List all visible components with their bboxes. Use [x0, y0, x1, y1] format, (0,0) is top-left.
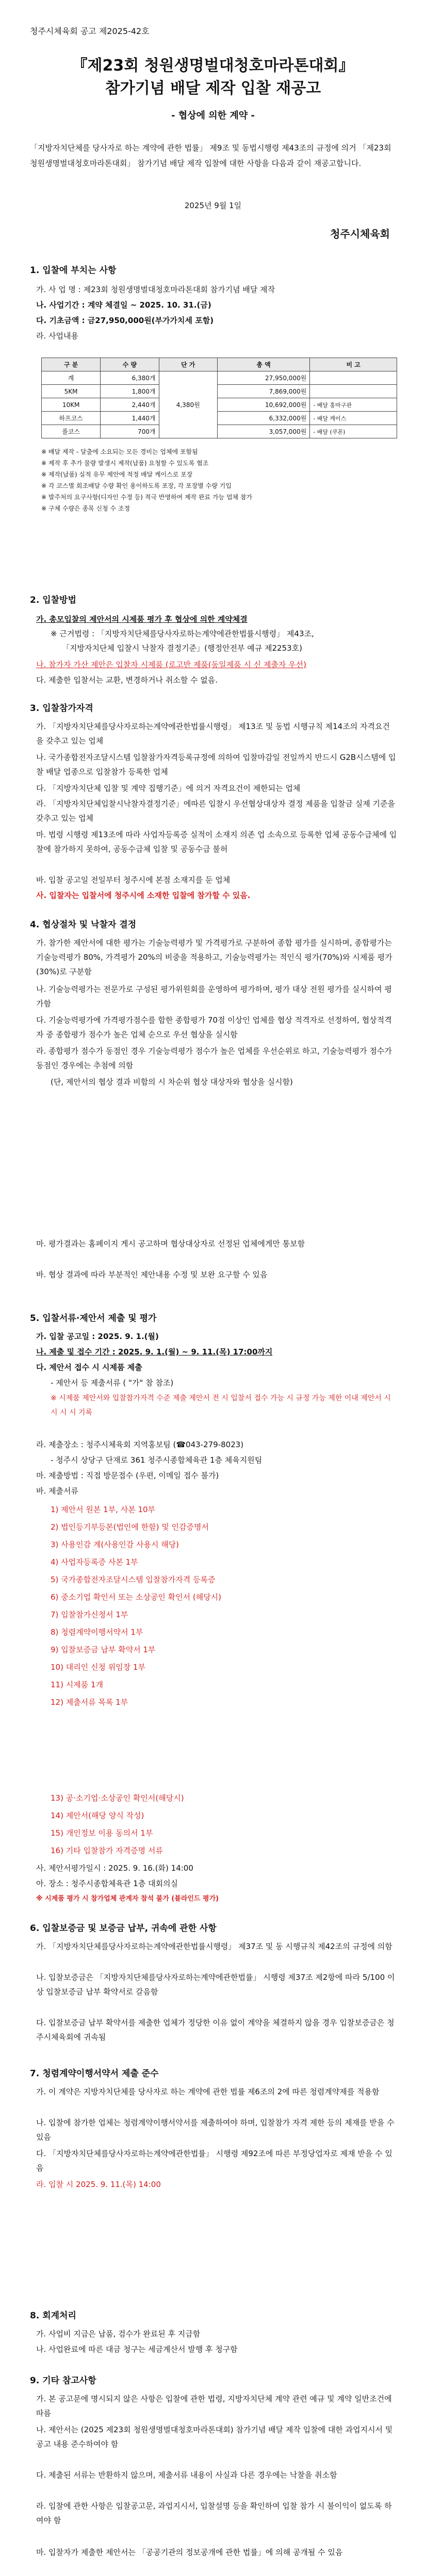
intro-paragraph: 「지방자치단체를 당사자로 하는 계약에 관한 법률」 제9조 및 동법시행령 제43조의 규정에 의거 「제23회 청원생명벌대청호마라톤대회」 참가기념 배달 제작 입찰에 대한 사항을 다음과 같이 재공고합니다. — [30, 143, 391, 168]
submission-item: 2) 법인등기부등본(법인에 한함) 및 인감증명서 — [51, 1522, 209, 1532]
table-row — [42, 425, 397, 438]
s5-line: - 제안서 등 제출서류 ( "가" 참 참조) — [51, 1378, 174, 1387]
product-table — [41, 358, 397, 438]
s9-line: 나. 제안서는 (2025 제23회 청원생명벌대청호마라톤대회) 참가기념 배달 제작 입찰에 대한 과업지시서 및 공고 내용 준수하여야 함 — [36, 2425, 393, 2449]
s5-warning: ※ 시제품 제안서와 입찰참가자격 수준 제출 제안서 전 시 입찰서 접수 가능 시 규정 가능 제한 이내 제안서 시 시 시 시 기록 — [51, 1394, 391, 1417]
submission-item: 12) 제출서류 목록 1부 — [51, 1698, 128, 1707]
s1-item: 나. 사업기간 : 계약 체결일 ~ 2025. 10. 31.(금) — [36, 300, 211, 310]
s7-line: 나. 입찰에 참가한 업체는 청렴계약이행서약서를 제출하여야 하며, 입찰참가 자격 제한 등의 제재를 받을 수 있음 — [36, 2118, 395, 2142]
table-header: 단 가 — [159, 358, 217, 371]
s3-line: 다. 「지방자치단체 입찰 및 계약 집행기준」에 의거 자격요건이 제한되는 업체 — [36, 784, 301, 793]
s1-item: 라. 사업내용 — [36, 331, 78, 341]
submission-item: 14) 제안서(해당 양식 작성) — [51, 1811, 144, 1820]
s5-line: 다. 제안서 접수 시 시제품 제출 — [36, 1363, 142, 1372]
s4-line: 다. 기술능력평가에 가격평가점수를 합한 종합평가 70점 이상인 업체를 협상 적격자로 선정하여, 협상적격자 중 종합평가 점수가 높은 업체 순으로 우선 협상을 실시함 — [36, 1015, 392, 1039]
s5-method: 마. 제출방법 : 직접 방문접수 (우편, 이메일 접수 불가) — [36, 1471, 219, 1480]
table-cell: 1,800개 — [101, 385, 159, 398]
table-cell: 1,440개 — [101, 412, 159, 425]
table-note: ※ 배달 제작 - 달출에 소요되는 모든 경비는 업체에 포함됨 — [41, 448, 198, 455]
section-5-title: 5. 입찰서류·제안서 제출 및 평가 — [30, 1313, 157, 1324]
section-6-title: 6. 입찰보증금 및 보증금 납부, 귀속에 관한 사항 — [30, 1923, 217, 1934]
table-cell: 3,057,000원 — [217, 425, 309, 438]
s9-line: 마. 입찰자가 제출한 제안서는 「공공기관의 정보공개에 관한 법률」에 의해 공개될 수 있음 — [36, 2548, 343, 2557]
table-header-row — [42, 358, 397, 371]
table-cell: 6,332,000원 — [217, 412, 309, 425]
s4-line: 가. 참가한 제안서에 대한 평가는 기술능력평가 및 가격평가로 구분하여 종합 평가를 실시하며, 종합평가는 기술능력평가 80%, 가격평가 20%의 비중을 적용하고, 기술능력평가는 적인식 평가(70%)와 시제품 평가(30%)로 구분함 — [36, 938, 392, 976]
submission-item: 7) 입찰참가신청서 1부 — [51, 1610, 128, 1619]
s3-line: 사. 입찰자는 입찰서에 청주시에 소재한 입찰에 참가할 수 있음. — [36, 891, 251, 900]
table-row — [42, 385, 397, 398]
subtitle: - 협상에 의한 계약 - — [171, 110, 255, 121]
s2-line: 「지방자치단체 입찰시 낙찰자 결정기준」(행정안전부 예규 제2253호) — [62, 643, 302, 653]
s8-line: 나. 사업완료에 따른 대금 청구는 세금계산서 발행 후 청구함 — [36, 2345, 238, 2354]
s3-line: 가. 「지방자치단체를당사자로하는계약에관한법률시행령」 제13조 및 동법 시행규칙 제14조의 자격요건을 갖추고 있는 업체 — [36, 722, 390, 745]
table-cell — [310, 371, 397, 385]
s3-line: 라. 「지방자치단체입찰시낙찰자결정기준」에따른 입찰시 우선협상대상자 결정 제품을 입찰금 실제 기준을 갖추고 있는 업체 — [36, 799, 395, 823]
section-1-title: 1. 입찰에 부치는 사항 — [30, 265, 117, 276]
s5-line: 아. 장소 : 청주시종합체육관 1층 대회의실 — [36, 1879, 178, 1888]
table-row — [42, 398, 397, 412]
section-3-title: 3. 입찰참가자격 — [30, 703, 93, 714]
table-row — [42, 371, 397, 385]
s4-line: 라. 종합평가 점수가 동점인 경우 기술능력평가 점수가 높은 업체를 우선순위로 하고, 기술능력평가 점수가 동점인 경우에는 추첨에 의함 — [36, 1046, 392, 1070]
notice-date: 2025년 9월 1일 — [184, 201, 242, 210]
submission-item: 8) 청렴계약이행서약서 1부 — [51, 1628, 143, 1637]
submission-item: 13) 공·소기업·소상공인 확인서(해당시) — [51, 1793, 184, 1803]
table-note: ※ 구체 수량은 종목 신청 수 조정 — [41, 505, 130, 512]
s2-line: ※ 근거법령 : 「지방자치단체를당사자로하는계약에관한법률시행령」 제43조, — [51, 629, 314, 638]
s1-item: 가. 사 업 명 : 제23회 청원생명벌대청호마라톤대회 참가기념 배달 제작 — [36, 285, 275, 294]
s5-line: 사. 제안서평가일시 : 2025. 9. 16.(화) 14:00 — [36, 1863, 193, 1873]
submission-item: 11) 시제품 1개 — [51, 1680, 103, 1689]
table-cell: 하프코스 — [42, 412, 101, 425]
table-cell: 5KM — [42, 385, 101, 398]
submission-item: 10) 대리인 신청 위임장 1부 — [51, 1663, 145, 1672]
s4b-line: 마. 평가결과는 홈페이지 게시 공고하며 협상대상자로 선정된 업체에게만 통보함 — [36, 1239, 305, 1248]
s5-line: 라. 제출장소 : 청주시체육회 지역홍보팀 (☎043-279-8023) — [36, 1440, 244, 1449]
submission-item: 15) 개인정보 이용 동의서 1부 — [51, 1828, 153, 1838]
s5-line: 바. 제출서류 — [36, 1486, 78, 1496]
title-line-2: 참가기념 배달 제작 입찰 재공고 — [105, 79, 321, 97]
s3-line: 마. 법령 시행령 제13조에 따라 사업자등록증 실적이 소재지 의존 업 소속으로 등록한 업체 공동수급체에 입찰에 참가하지 못하여, 공동수급체 입찰 및 공동수급 불허 — [36, 830, 397, 854]
s7-date: 라. 입찰 시 2025. 9. 11.(목) 14:00 — [36, 2180, 161, 2189]
section-7-title: 7. 청렴계약이행서약서 제출 준수 — [30, 2069, 159, 2079]
s2-line: 다. 제출한 입찰서는 교환, 변경하거나 취소할 수 없음. — [36, 675, 218, 685]
table-cell: 2,440개 — [101, 398, 159, 412]
s5-deadline: 나. 제출 및 접수 기간 : 2025. 9. 1.(월) ~ 9. 11.(목) 17:00까지 — [36, 1347, 273, 1357]
s2-line: 가. 총모입찰의 제안서의 시제품 평가 후 협상에 의한 계약체결 — [36, 615, 248, 624]
s5-line: - 청주시 상당구 단재로 361 청주시종합체육관 1층 체육지원팀 — [51, 1455, 263, 1465]
submission-item: 5) 국가종합전자조달시스템 입찰참가자격 등록증 — [51, 1575, 216, 1584]
table-note: ※ 제작(납품) 실적 유무 제안에 적정 배달 케이스로 포장 — [41, 471, 193, 478]
submission-item: 16) 기타 입찰참가 자격증명 서류 — [51, 1846, 163, 1855]
submission-item: 3) 사용인감 계(사용인감 사용시 해당) — [51, 1540, 179, 1549]
submission-item: 9) 입찰보증금 납부 확약서 1부 — [51, 1645, 156, 1654]
s9-line: 라. 입찰에 관한 사항은 입찰공고문, 과업지시서, 입찰설명 등을 확인하여 입찰 참가 시 불이익이 없도록 하여야 함 — [36, 2501, 392, 2525]
table-cell: 27,950,000원 — [217, 371, 309, 385]
submission-item: 6) 중소기업 확인서 또는 소상공인 확인서 (해당시) — [51, 1592, 222, 1602]
s2-highlight: 나. 참가자 가산 제안은 입찰자 시제품 (로고반 제품(동일제품 시 신 제출자 우선) — [36, 660, 306, 669]
s7-line: 다. 「지방자치단체를당사자로하는계약에관한법률」 시행령 제92조에 따른 부정당업자로 제재 받을 수 있음 — [36, 2149, 392, 2173]
table-note: ※ 각 코스별 회조배달 수량 확인 용이하도록 포장, 각 포장별 수량 기입 — [41, 482, 232, 489]
s7-line: 가. 이 계약은 지방자치단체를 당사자로 하는 계약에 관한 법률 제6조의 2에 따른 청렴계약제를 적용함 — [36, 2087, 380, 2096]
s8-line: 가. 사업비 지급은 납품, 검수가 완료된 후 지급함 — [36, 2329, 201, 2338]
table-header: 수 량 — [101, 358, 159, 371]
s6-line: 다. 입찰보증금 납부 확약서를 제출한 업체가 정당한 이유 없이 계약을 체결하지 않을 경우 입찰보증금은 청주시체육회에 귀속됨 — [36, 2018, 395, 2042]
table-cell: - 배달 케이스 — [310, 412, 397, 425]
table-cell: - 배달 (쿠폰) — [310, 425, 397, 438]
title-line-1: 『제23회 청원생명벌대청호마라톤대회』 — [72, 57, 354, 75]
s5-line — [36, 1345, 397, 1359]
s1-item: 다. 기초금액 : 금27,950,000원(부가가치세 포함) — [36, 316, 214, 325]
table-header: 구 분 — [42, 358, 101, 371]
table-cell: 7,869,000원 — [217, 385, 309, 398]
table-row — [42, 412, 397, 425]
s4-line: 나. 기술능력평가는 전문가로 구성된 평가위원회를 운영하여 평가하며, 평가 대상 전원 평가를 실시하여 평가함 — [36, 985, 392, 1008]
s5-line: 가. 입찰 공고일 : 2025. 9. 1.(월) — [36, 1332, 159, 1341]
table-cell: 6,380개 — [101, 371, 159, 385]
s4-line: (단, 제안서의 협상 결과 비합의 시 차순위 협상 대상자와 협상을 실시함) — [51, 1077, 293, 1087]
table-cell: 700개 — [101, 425, 159, 438]
section-4-title: 4. 협상절차 및 낙찰자 결정 — [30, 920, 137, 930]
s2-line — [36, 657, 397, 672]
submission-item: 4) 사업자등록증 사본 1부 — [51, 1557, 138, 1567]
submission-item: 1) 제안서 원본 1부, 사본 10부 — [51, 1505, 156, 1514]
table-cell: 10,692,000원 — [217, 398, 309, 412]
table-note: ※ 발주처의 요구사항(디자인 수정 등) 적극 반영하여 제작 완료 가능 업체 참가 — [41, 494, 253, 501]
table-cell: - 배달 홍마구관 — [310, 398, 397, 412]
section-8-title: 8. 회계처리 — [30, 2311, 76, 2321]
s3-line: 나. 국가종합전자조달시스템 입찰참가자격등록규정에 의하여 입찰마감일 전일까지 반드시 G2B시스템에 입찰 배달 업종으로 입찰참가 등록한 업체 — [36, 753, 396, 776]
table-cell: 4,380원 — [159, 371, 217, 438]
table-cell — [310, 385, 397, 398]
s4b-line: 바. 협상 결과에 따라 부분적인 제안내용 수정 및 보완 요구할 수 있음 — [36, 1270, 268, 1279]
section-2-title: 2. 입찰방법 — [30, 595, 76, 605]
notice-number: 청주시체육회 공고 제2025-42호 — [30, 26, 150, 36]
table-cell: 계 — [42, 371, 101, 385]
table-header: 총 액 — [217, 358, 309, 371]
s5-line — [36, 1468, 397, 1483]
s3-line: 바. 입찰 공고일 전일부터 청주시에 본점 소재지를 둔 업체 — [36, 875, 231, 885]
s5-note: ※ 시제품 평가 시 참가업체 관계자 참석 불가 (블라인드 평가) — [36, 1895, 219, 1903]
section-9-title: 9. 기타 참고사항 — [30, 2376, 96, 2386]
table-note: ※ 제작 후 추가 물량 발생시 제작(납품) 요청할 수 있도록 협조 — [41, 460, 209, 467]
s9-line: 다. 제출된 서류는 반환하지 않으며, 제출서류 내용이 사실과 다른 경우에는 낙찰을 취소함 — [36, 2470, 337, 2480]
s6-line: 나. 입찰보증금은 「지방자치단체를당사자로하는계약에관한법률」 시행령 제37조 제2항에 따라 5/100 이상 입찰보증금 납부 확약서로 갈음함 — [36, 1973, 395, 1996]
table-header: 비 고 — [310, 358, 397, 371]
s9-line: 가. 본 공고문에 명시되지 않은 사항은 입찰에 관한 법령, 지방자치단체 계약 관련 예규 및 계약 일반조건에 따름 — [36, 2394, 392, 2418]
organization-name: 청주시체육회 — [330, 228, 390, 240]
s6-line: 가. 「지방자치단체를당사자로하는계약에관한법률시행령」 제37조 및 동 시행규칙 제42조의 규정에 의함 — [36, 1942, 392, 1951]
table-cell: 풀코스 — [42, 425, 101, 438]
s7-line — [36, 2177, 397, 2192]
table-cell: 10KM — [42, 398, 101, 412]
